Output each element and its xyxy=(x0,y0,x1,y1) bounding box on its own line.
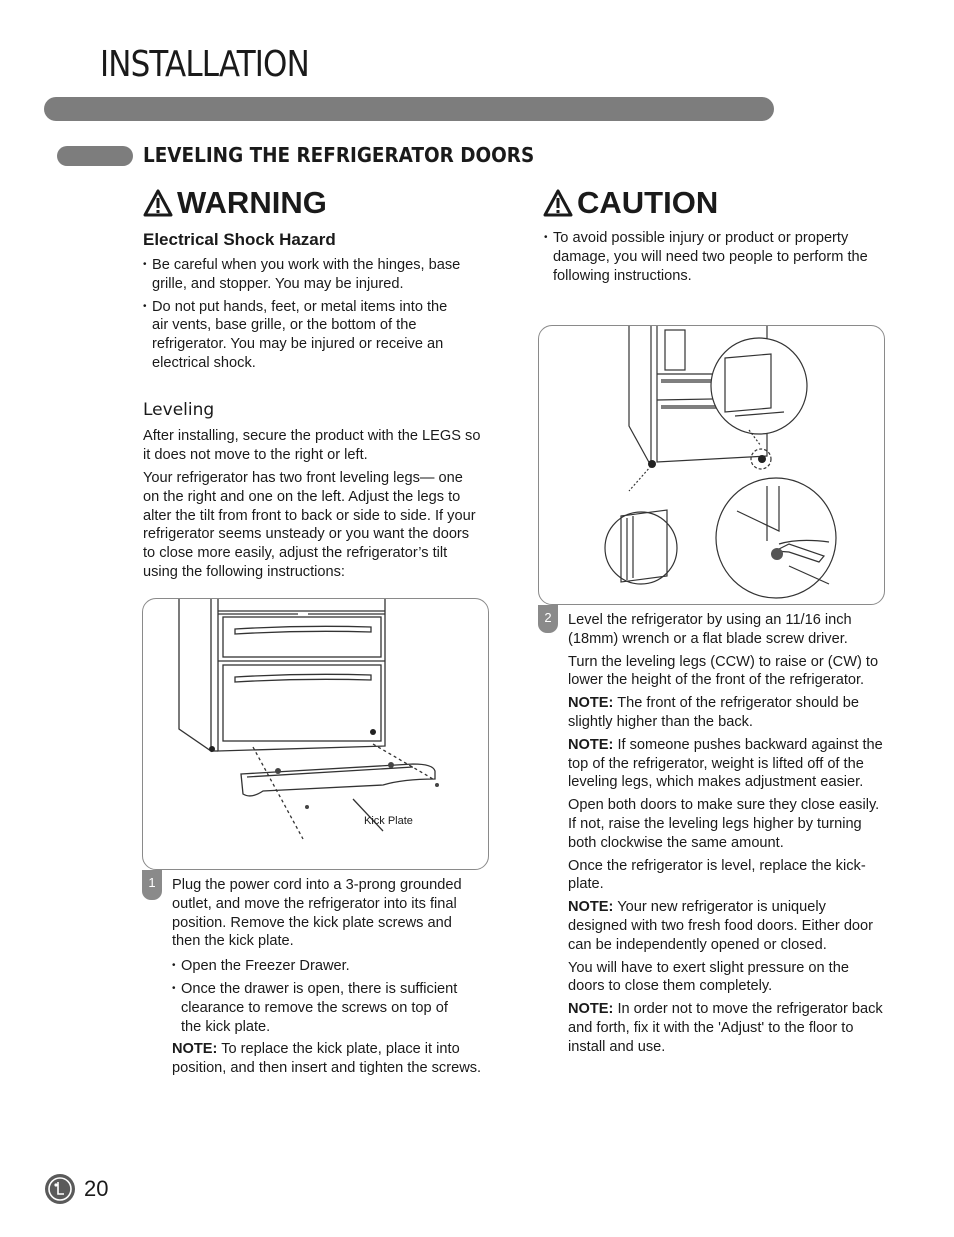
step2-note: NOTE: In order not to move the refrigerator back and forth, fix it with the 'Adjust' to the floor to install and use. xyxy=(568,1001,883,1055)
leveling-paragraph: Your refrigerator has two front leveling legs— one on the right and one on the left. Adjust the legs to alter the tilt from front to back or side to side. If your refrigerator seems unsteady or you want the doors to close more easily, adjust the refrigerator’s tilt using the following instructions: xyxy=(143,470,476,580)
caution-heading xyxy=(543,185,718,221)
kick-plate-label: Kick Plate xyxy=(364,815,413,827)
section-marker xyxy=(57,146,133,166)
warning-bullet: • Be careful when you work with the hinges, base grille, and stopper. You may be injured. xyxy=(143,257,461,292)
leveling-legs-figure xyxy=(538,325,885,605)
step2-note: NOTE: If someone pushes backward against the top of the refrigerator, weight is lifted off of the leveling legs, which makes adjustment easier. xyxy=(568,736,883,791)
step2-paragraph: Open both doors to make sure they close easily. If not, raise the leveling legs higher by turning both clockwise the same amount. xyxy=(568,797,880,851)
page-number: 20 xyxy=(84,1176,109,1201)
step2-paragraph: Turn the leveling legs (CCW) to raise or (CW) to lower the height of the front of the refrigerator. xyxy=(568,653,879,689)
warning-heading-label: WARNING xyxy=(177,185,327,220)
kick-plate-figure xyxy=(142,598,489,870)
step1-bullet: • Open the Freezer Drawer. xyxy=(172,958,350,975)
kick-plate-illustration xyxy=(143,599,488,869)
step2-text: Level the refrigerator by using an 11/16 inch (18mm) wrench or a flat blade screw driver. xyxy=(568,612,852,647)
step-number-badge: 2 xyxy=(538,605,558,633)
electrical-shock-heading: Electrical Shock Hazard xyxy=(143,230,336,249)
step1-content xyxy=(172,876,484,1082)
step2-paragraph: You will have to exert slight pressure on the doors to close them completely. xyxy=(568,959,849,995)
page-title: INSTALLATION xyxy=(100,44,309,85)
step1-bullet: • Once the drawer is open, there is sufficient clearance to remove the screws on top of the kick plate. xyxy=(172,980,458,1035)
step-number-badge: 1 xyxy=(142,870,162,900)
step1-text: Plug the power cord into a 3-prong grounded outlet, and move the refrigerator into its final position. Remove the kick plate screws and then the kick plate. xyxy=(172,877,462,950)
warning-heading xyxy=(143,185,327,221)
lg-logo-icon xyxy=(45,1174,75,1204)
warning-bullet: • Do not put hands, feet, or metal items into the air vents, base grille, or the bottom of the refrigerator. You may be injured or receive an electrical shock. xyxy=(143,298,448,371)
step2-paragraph: Once the refrigerator is level, replace the kick-plate. xyxy=(568,857,866,893)
step1-note: NOTE: To replace the kick plate, place it into position, and then insert and tighten the screws. xyxy=(172,1041,482,1077)
caution-bullet-list xyxy=(544,229,894,285)
caution-heading-label: CAUTION xyxy=(577,185,719,220)
step2-note: NOTE: The front of the refrigerator should be slightly higher than the back. xyxy=(568,695,859,730)
step2-note: NOTE: Your new refrigerator is uniquely designed with two fresh food doors. Either door can be independently opened or closed. xyxy=(568,899,874,953)
step2-content xyxy=(568,611,888,1061)
section-heading: LEVELING THE REFRIGERATOR DOORS xyxy=(143,143,535,167)
title-bar xyxy=(44,97,774,121)
leveling-legs-illustration xyxy=(539,326,884,604)
leveling-heading: Leveling xyxy=(143,400,215,420)
warning-triangle-icon xyxy=(143,189,173,217)
caution-triangle-icon xyxy=(543,189,573,217)
warning-bullet-list xyxy=(143,256,478,373)
caution-bullet: • To avoid possible injury or product or property damage, you will need two people to perform the following instructions. xyxy=(544,230,868,284)
leveling-paragraph: After installing, secure the product with the LEGS so it does not move to the right or left. xyxy=(143,428,481,463)
